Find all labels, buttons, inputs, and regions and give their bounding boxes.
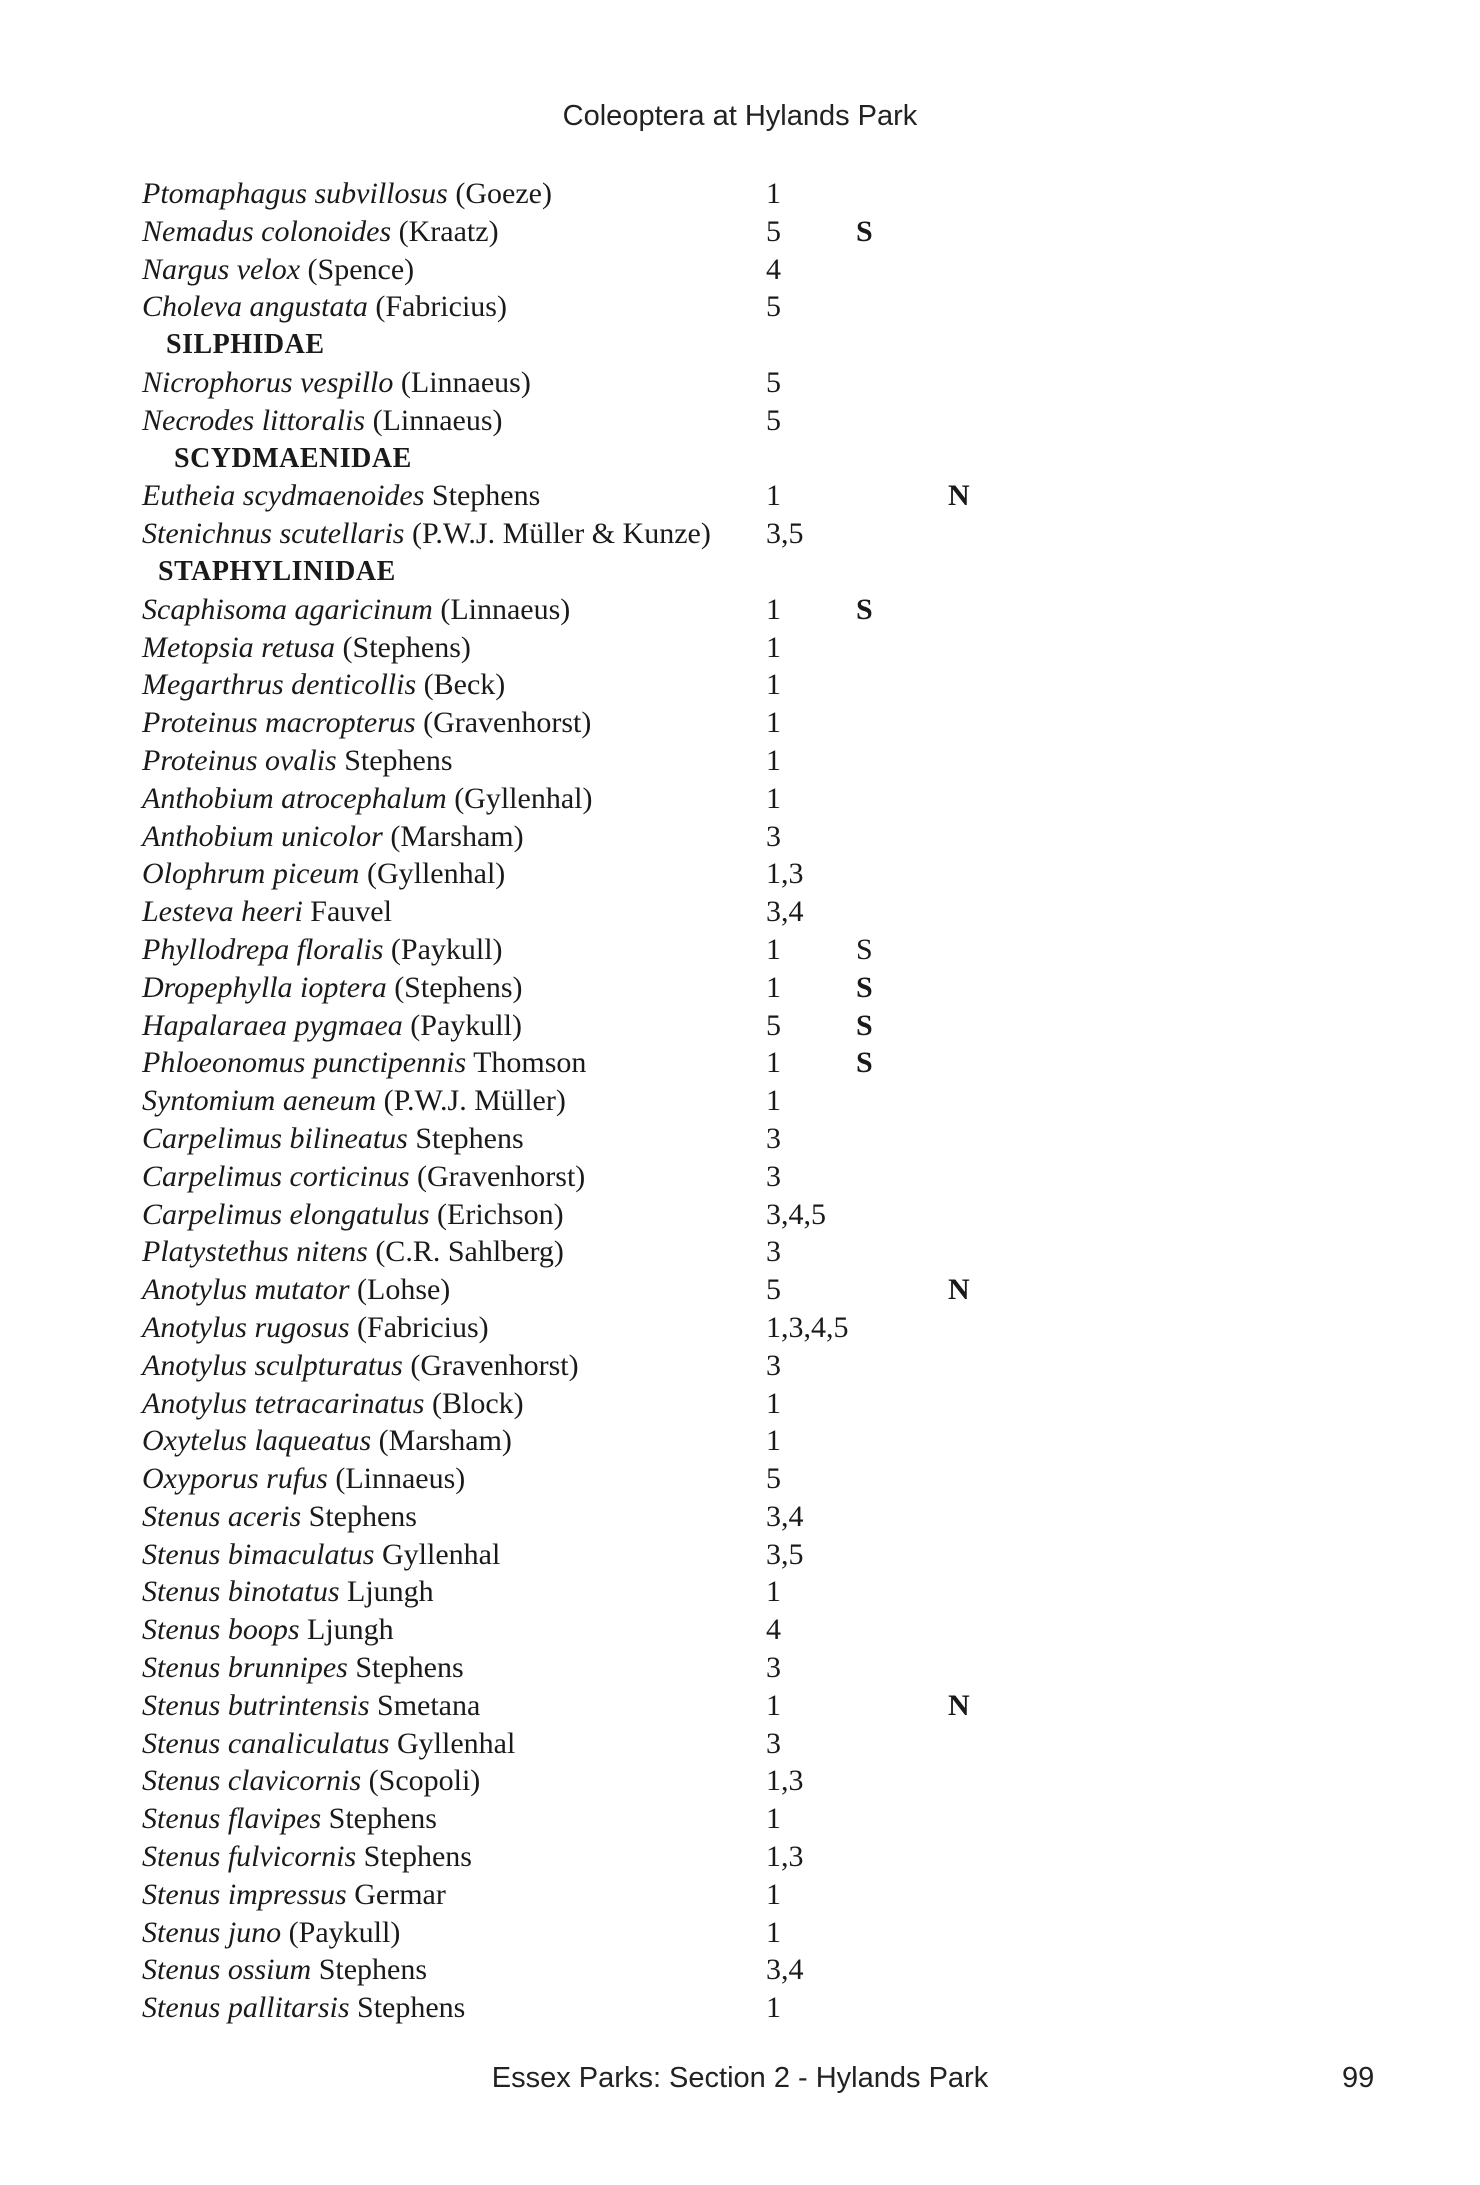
species-name bbox=[142, 1422, 512, 1460]
species-binomial: Syntomium aeneum bbox=[142, 1084, 377, 1118]
status-s-marker: S bbox=[856, 1008, 873, 1042]
footer-title: Essex Parks: Section 2 - Hylands Park bbox=[491, 2062, 989, 2094]
species-list bbox=[142, 175, 1242, 2027]
species-row bbox=[142, 969, 1242, 1007]
family-heading-row bbox=[142, 326, 1242, 364]
species-binomial: Stenus pallitarsis bbox=[142, 1991, 350, 2025]
species-name bbox=[142, 364, 531, 402]
species-row bbox=[142, 477, 1242, 515]
site-numbers: 1 bbox=[766, 706, 781, 740]
site-numbers: 4 bbox=[766, 252, 781, 286]
status-s-marker: S bbox=[856, 592, 873, 626]
species-name bbox=[142, 1271, 450, 1309]
site-numbers: 1 bbox=[766, 932, 781, 966]
species-row bbox=[142, 1573, 1242, 1611]
species-authority: Stephens bbox=[356, 1840, 472, 1874]
species-binomial: Metopsia retusa bbox=[142, 630, 336, 664]
species-row bbox=[142, 1233, 1242, 1271]
species-row bbox=[142, 591, 1242, 629]
species-row bbox=[142, 1876, 1242, 1914]
species-name bbox=[142, 1309, 489, 1347]
site-numbers: 1 bbox=[766, 1802, 781, 1836]
species-row bbox=[142, 1838, 1242, 1876]
status-n-marker: N bbox=[948, 1273, 970, 1307]
species-row bbox=[142, 1460, 1242, 1498]
species-row bbox=[142, 251, 1242, 289]
species-row bbox=[142, 1762, 1242, 1800]
species-name bbox=[142, 818, 524, 856]
species-authority: Stephens bbox=[321, 1802, 437, 1836]
species-name bbox=[142, 1347, 579, 1385]
species-row bbox=[142, 1158, 1242, 1196]
site-numbers: 5 bbox=[766, 214, 781, 248]
species-name bbox=[142, 515, 711, 553]
site-numbers: 1 bbox=[766, 668, 781, 702]
species-binomial: Stenus bimaculatus bbox=[142, 1537, 375, 1571]
species-binomial: Ptomaphagus subvillosus bbox=[142, 177, 448, 210]
species-row bbox=[142, 1120, 1242, 1158]
species-name bbox=[142, 1687, 480, 1725]
site-numbers: 3,5 bbox=[766, 1537, 804, 1571]
species-binomial: Phyllodrepa floralis bbox=[142, 932, 384, 966]
site-numbers: 3 bbox=[766, 1651, 781, 1685]
species-binomial: Stenus butrintensis bbox=[142, 1688, 370, 1722]
site-numbers: 5 bbox=[766, 1273, 781, 1307]
species-binomial: Megarthrus denticollis bbox=[142, 668, 417, 702]
species-name bbox=[142, 1007, 522, 1045]
page-number: 99 bbox=[1342, 2062, 1375, 2094]
species-name bbox=[142, 704, 591, 742]
species-row bbox=[142, 1498, 1242, 1536]
species-binomial: Platystethus nitens bbox=[142, 1235, 368, 1269]
site-numbers: 1 bbox=[766, 1688, 781, 1722]
species-binomial: Stenichnus scutellaris bbox=[142, 517, 405, 551]
site-numbers: 3 bbox=[766, 1348, 781, 1382]
species-binomial: Stenus clavicornis bbox=[142, 1764, 362, 1798]
species-name bbox=[142, 288, 507, 326]
species-authority: (Paykull) bbox=[383, 932, 503, 966]
site-numbers: 5 bbox=[766, 403, 781, 437]
species-authority: (Gravenhorst) bbox=[402, 1348, 579, 1382]
species-authority: (Marsham) bbox=[382, 819, 524, 853]
species-row bbox=[142, 1196, 1242, 1234]
species-row bbox=[142, 402, 1242, 440]
family-heading: STAPHYLINIDAE bbox=[158, 555, 396, 587]
site-numbers: 1 bbox=[766, 1915, 781, 1949]
species-row bbox=[142, 931, 1242, 969]
species-name bbox=[142, 477, 540, 515]
species-row bbox=[142, 515, 1242, 553]
species-binomial: Nargus velox bbox=[142, 252, 301, 286]
species-authority: (Erichson) bbox=[429, 1197, 564, 1231]
species-authority: Stephens bbox=[347, 1651, 464, 1685]
species-authority: Stephens bbox=[311, 1953, 428, 1987]
species-authority: (Linnaeus) bbox=[365, 403, 503, 437]
species-name bbox=[142, 1385, 524, 1423]
species-authority: (Paykull) bbox=[281, 1915, 401, 1949]
species-row bbox=[142, 364, 1242, 402]
family-heading-row bbox=[142, 553, 1242, 591]
family-heading: SILPHIDAE bbox=[166, 329, 325, 361]
species-authority: (Linnaeus) bbox=[432, 592, 571, 626]
species-authority: (Spence) bbox=[300, 252, 415, 286]
species-authority: Gyllenhal bbox=[389, 1726, 516, 1760]
species-authority: (Block) bbox=[424, 1386, 524, 1420]
site-numbers: 1 bbox=[766, 781, 781, 815]
species-binomial: Phloeonomus punctipennis bbox=[142, 1046, 467, 1080]
species-name bbox=[142, 251, 414, 289]
family-heading-row bbox=[142, 440, 1242, 478]
species-name bbox=[142, 175, 552, 213]
species-name bbox=[142, 591, 570, 629]
species-row bbox=[142, 1649, 1242, 1687]
site-numbers: 1 bbox=[766, 1386, 781, 1420]
species-binomial: Nemadus colonoides bbox=[142, 214, 392, 248]
species-binomial: Stenus juno bbox=[142, 1915, 282, 1949]
species-name bbox=[142, 1233, 564, 1271]
page-header: Coleoptera at Hylands Park bbox=[562, 100, 918, 132]
site-numbers: 1 bbox=[766, 1084, 781, 1118]
species-row bbox=[142, 893, 1242, 931]
species-binomial: Stenus impressus bbox=[142, 1877, 347, 1911]
species-row bbox=[142, 1347, 1242, 1385]
species-binomial: Anthobium unicolor bbox=[142, 819, 383, 853]
species-authority: (P.W.J. Müller & Kunze) bbox=[404, 517, 711, 551]
species-binomial: Anotylus rugosus bbox=[142, 1310, 350, 1344]
species-authority: (C.R. Sahlberg) bbox=[367, 1235, 564, 1269]
species-row bbox=[142, 629, 1242, 667]
family-heading: SCYDMAENIDAE bbox=[174, 442, 412, 474]
site-numbers: 1 bbox=[766, 1046, 781, 1080]
species-authority: (Gravenhorst) bbox=[415, 706, 592, 740]
species-authority: Stephens bbox=[424, 479, 541, 513]
species-name bbox=[142, 1914, 400, 1952]
site-numbers: 3 bbox=[766, 1159, 781, 1193]
species-name bbox=[142, 666, 505, 704]
species-row bbox=[142, 175, 1242, 213]
species-binomial: Olophrum piceum bbox=[142, 857, 360, 891]
status-s-marker: S bbox=[856, 214, 873, 248]
species-binomial: Oxyporus rufus bbox=[142, 1462, 328, 1496]
species-authority: (Stephens) bbox=[386, 970, 523, 1004]
site-numbers: 1 bbox=[766, 479, 781, 513]
species-authority: (Gyllenhal) bbox=[359, 857, 506, 891]
species-name bbox=[142, 1460, 465, 1498]
species-binomial: Eutheia scydmaenoides bbox=[142, 479, 425, 513]
species-row bbox=[142, 1082, 1242, 1120]
species-name bbox=[142, 1498, 417, 1536]
species-binomial: Carpelimus corticinus bbox=[142, 1159, 410, 1193]
site-numbers: 1,3,4,5 bbox=[766, 1310, 849, 1344]
site-numbers: 1 bbox=[766, 630, 781, 664]
species-authority: Germar bbox=[346, 1877, 446, 1911]
species-authority: Thomson bbox=[466, 1046, 587, 1080]
species-name bbox=[142, 1082, 566, 1120]
species-authority: Fauvel bbox=[302, 895, 392, 929]
species-binomial: Carpelimus bilineatus bbox=[142, 1121, 408, 1155]
species-row bbox=[142, 1044, 1242, 1082]
species-binomial: Anotylus mutator bbox=[142, 1273, 350, 1307]
species-binomial: Scaphisoma agaricinum bbox=[142, 592, 433, 626]
site-numbers: 3 bbox=[766, 1235, 781, 1269]
species-binomial: Choleva angustata bbox=[142, 290, 368, 324]
species-row bbox=[142, 1725, 1242, 1763]
species-binomial: Anotylus tetracarinatus bbox=[142, 1386, 425, 1420]
site-numbers: 5 bbox=[766, 1008, 781, 1042]
site-numbers: 1 bbox=[766, 1877, 781, 1911]
species-name bbox=[142, 931, 503, 969]
species-name bbox=[142, 1725, 515, 1763]
site-numbers: 5 bbox=[766, 365, 781, 399]
site-numbers: 1 bbox=[766, 743, 781, 777]
species-name bbox=[142, 1158, 585, 1196]
species-binomial: Necrodes littoralis bbox=[142, 403, 366, 437]
species-authority: (Goeze) bbox=[447, 177, 552, 210]
species-authority: (P.W.J. Müller) bbox=[376, 1084, 566, 1118]
species-row bbox=[142, 1687, 1242, 1725]
status-s-marker: S bbox=[856, 970, 873, 1004]
species-authority: Stephens bbox=[301, 1499, 417, 1533]
species-authority: Gyllenhal bbox=[374, 1537, 501, 1571]
species-binomial: Stenus brunnipes bbox=[142, 1651, 348, 1685]
site-numbers: 1 bbox=[766, 1991, 781, 2025]
species-name bbox=[142, 1573, 434, 1611]
species-binomial: Anotylus sculpturatus bbox=[142, 1348, 403, 1382]
status-n-marker: N bbox=[948, 479, 970, 513]
species-name bbox=[142, 969, 523, 1007]
site-numbers: 1 bbox=[766, 1575, 781, 1609]
species-binomial: Anthobium atrocephalum bbox=[142, 781, 447, 815]
species-authority: Stephens bbox=[336, 743, 453, 777]
species-authority: Stephens bbox=[407, 1121, 524, 1155]
site-numbers: 4 bbox=[766, 1613, 781, 1647]
species-authority: (Gyllenhal) bbox=[446, 781, 593, 815]
species-binomial: Lesteva heeri bbox=[142, 895, 303, 929]
site-numbers: 1,3 bbox=[766, 1840, 804, 1874]
species-row bbox=[142, 704, 1242, 742]
species-binomial: Dropephylla ioptera bbox=[142, 970, 387, 1004]
site-numbers: 3,4 bbox=[766, 1499, 804, 1533]
species-row bbox=[142, 1989, 1242, 2027]
species-authority: (Linnaeus) bbox=[327, 1462, 466, 1496]
species-authority: (Linnaeus) bbox=[393, 365, 531, 399]
species-authority: (Fabricius) bbox=[367, 290, 507, 324]
species-authority: (Lohse) bbox=[349, 1273, 451, 1307]
species-row bbox=[142, 1422, 1242, 1460]
species-binomial: Hapalaraea pygmaea bbox=[142, 1008, 403, 1042]
species-binomial: Stenus canaliculatus bbox=[142, 1726, 390, 1760]
species-name bbox=[142, 1876, 446, 1914]
species-binomial: Stenus fulvicornis bbox=[142, 1840, 357, 1874]
species-authority: (Fabricius) bbox=[349, 1310, 489, 1344]
species-row bbox=[142, 1271, 1242, 1309]
species-row bbox=[142, 1536, 1242, 1574]
species-binomial: Oxytelus laqueatus bbox=[142, 1424, 372, 1458]
species-authority: (Stephens) bbox=[335, 630, 471, 664]
species-name bbox=[142, 893, 392, 931]
site-numbers: 5 bbox=[766, 1462, 781, 1496]
species-row bbox=[142, 1385, 1242, 1423]
species-row bbox=[142, 1309, 1242, 1347]
species-binomial: Proteinus macropterus bbox=[142, 706, 416, 740]
site-numbers: 1,3 bbox=[766, 857, 804, 891]
species-name bbox=[142, 213, 499, 251]
species-row bbox=[142, 1800, 1242, 1838]
species-authority: (Kraatz) bbox=[391, 214, 499, 248]
site-numbers: 3 bbox=[766, 819, 781, 853]
species-name bbox=[142, 1120, 524, 1158]
species-name bbox=[142, 742, 453, 780]
site-numbers: 3 bbox=[766, 1121, 781, 1155]
species-authority: (Beck) bbox=[416, 668, 506, 702]
species-name bbox=[142, 1649, 464, 1687]
species-name bbox=[142, 1536, 500, 1574]
species-name bbox=[142, 1989, 465, 2027]
species-authority: (Paykull) bbox=[402, 1008, 522, 1042]
species-binomial: Nicrophorus vespillo bbox=[142, 365, 394, 399]
site-numbers: 1 bbox=[766, 970, 781, 1004]
species-authority: Stephens bbox=[349, 1991, 466, 2025]
status-n-marker: N bbox=[948, 1688, 970, 1722]
species-binomial: Proteinus ovalis bbox=[142, 743, 337, 777]
species-name bbox=[142, 1044, 586, 1082]
species-binomial: Stenus binotatus bbox=[142, 1575, 340, 1609]
status-s-marker: S bbox=[856, 1046, 873, 1080]
species-binomial: Carpelimus elongatulus bbox=[142, 1197, 430, 1231]
species-name bbox=[142, 402, 503, 440]
species-name bbox=[142, 1196, 564, 1234]
species-row bbox=[142, 1951, 1242, 1989]
site-numbers: 1 bbox=[766, 177, 781, 210]
species-name bbox=[142, 855, 505, 893]
site-numbers: 3,4 bbox=[766, 1953, 804, 1987]
species-row bbox=[142, 288, 1242, 326]
site-numbers: 1,3 bbox=[766, 1764, 804, 1798]
species-row bbox=[142, 818, 1242, 856]
species-authority: (Scopoli) bbox=[361, 1764, 481, 1798]
species-row bbox=[142, 213, 1242, 251]
species-name bbox=[142, 1951, 427, 1989]
species-row bbox=[142, 855, 1242, 893]
species-name bbox=[142, 1838, 472, 1876]
species-authority: Ljungh bbox=[299, 1613, 394, 1647]
species-authority: (Gravenhorst) bbox=[409, 1159, 586, 1193]
species-row bbox=[142, 742, 1242, 780]
species-name bbox=[142, 780, 592, 818]
species-binomial: Stenus boops bbox=[142, 1613, 300, 1647]
species-row bbox=[142, 666, 1242, 704]
site-numbers: 5 bbox=[766, 290, 781, 324]
species-name bbox=[142, 1611, 394, 1649]
species-row bbox=[142, 1611, 1242, 1649]
species-binomial: Stenus ossium bbox=[142, 1953, 312, 1987]
site-numbers: 1 bbox=[766, 1424, 781, 1458]
species-row bbox=[142, 1007, 1242, 1045]
site-numbers: 1 bbox=[766, 592, 781, 626]
status-s-marker: S bbox=[856, 932, 873, 966]
site-numbers: 3 bbox=[766, 1726, 781, 1760]
species-authority: Ljungh bbox=[339, 1575, 434, 1609]
species-row bbox=[142, 780, 1242, 818]
species-name bbox=[142, 629, 471, 667]
species-name bbox=[142, 1800, 437, 1838]
site-numbers: 3,5 bbox=[766, 517, 804, 551]
species-binomial: Stenus flavipes bbox=[142, 1802, 322, 1836]
species-authority: Smetana bbox=[369, 1688, 481, 1722]
species-name bbox=[142, 1762, 480, 1800]
site-numbers: 3,4 bbox=[766, 895, 804, 929]
species-binomial: Stenus aceris bbox=[142, 1499, 302, 1533]
species-authority: (Marsham) bbox=[371, 1424, 512, 1458]
species-row bbox=[142, 1914, 1242, 1952]
site-numbers: 3,4,5 bbox=[766, 1197, 826, 1231]
